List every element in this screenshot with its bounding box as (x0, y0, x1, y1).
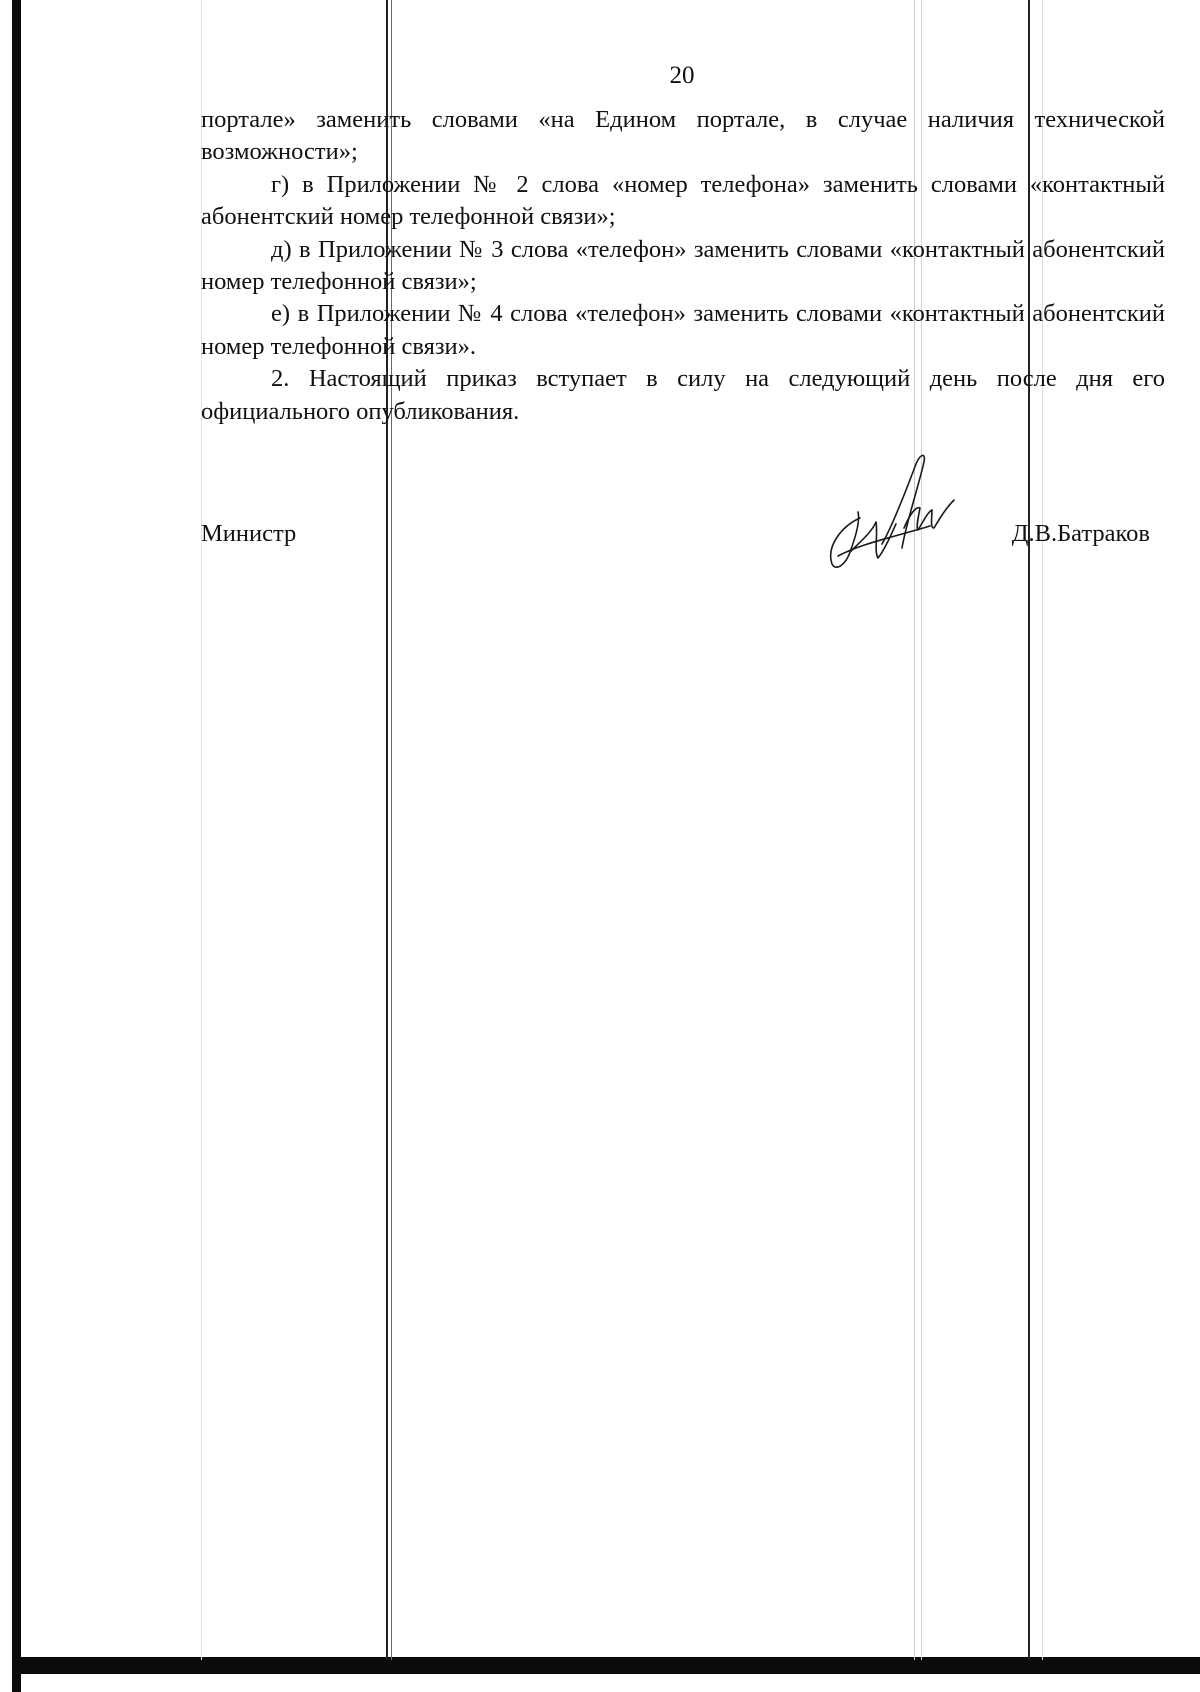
signer-position: Министр (201, 520, 297, 547)
signature-block (201, 520, 1165, 560)
paragraph-item-e: е) в Приложении № 4 слова «телефон» заменить словами «контактный абонентский номер телефонной связи». (201, 300, 1165, 360)
document-body (201, 104, 1165, 428)
paragraph-item-d: д) в Приложении № 3 слова «телефон» заменить словами «контактный абонентский номер телефонной связи»; (201, 235, 1165, 296)
page-number: 20 (669, 62, 695, 89)
paragraph-continuation: портале» заменить словами «на Едином портале, в случае наличия технической возможности»; (201, 106, 1165, 166)
paragraph-effective-date: 2. Настоящий приказ вступает в силу на следующий день после дня его официального опубликования. (201, 365, 1165, 425)
scan-edge-left (12, 0, 21, 1692)
signer-name: Д.В.Батраков (1011, 520, 1150, 547)
paragraph-item-g: г) в Приложении № 2 слова «номер телефона» заменить словами «контактный абонентский номер телефонной связи»; (201, 170, 1165, 231)
scan-edge-bottom (12, 1657, 1200, 1674)
